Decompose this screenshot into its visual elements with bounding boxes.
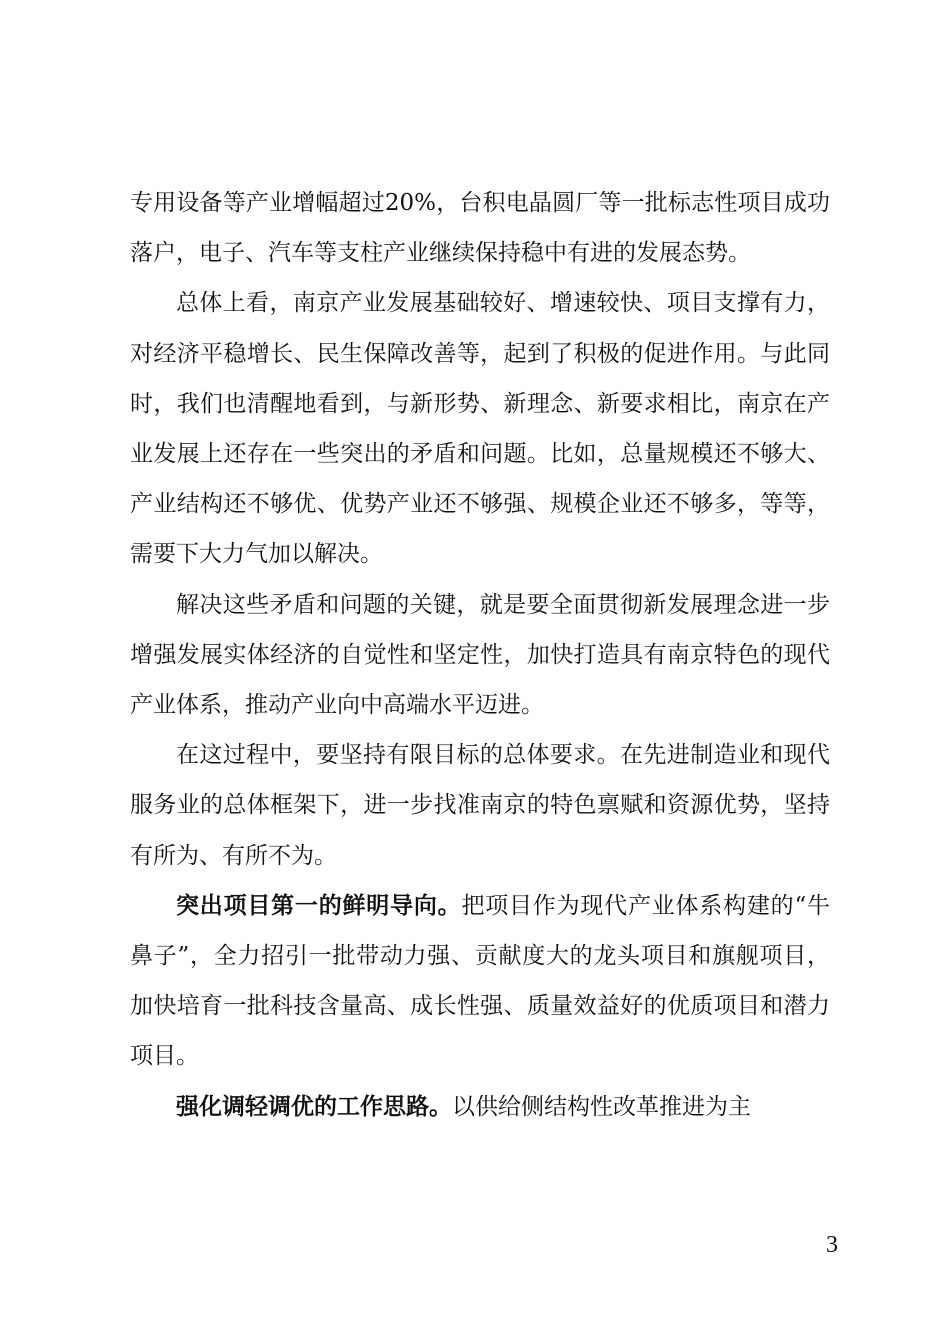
paragraph-3 <box>130 580 830 731</box>
paragraph-6 <box>130 1082 830 1132</box>
paragraph-1-text: 专用设备等产业增幅超过20%，台积电晶圆厂等一批标志性项目成功落户，电子、汽车等支柱产业继续保持稳中有进的发展态势。 <box>130 190 830 267</box>
page-number: 3 <box>826 1232 838 1258</box>
paragraph-5-text: 把项目作为现代产业体系构建的“牛鼻子”，全力招引一批带动力强、贡献度大的龙头项目和旗舰项目，加快培育一批科技含量高、成长性强、质量效益好的优质项目和潜力项目。 <box>130 892 830 1070</box>
paragraph-5 <box>130 881 830 1082</box>
paragraph-2-text: 总体上看，南京产业发展基础较好、增速较快、项目支撑有力，对经济平稳增长、民生保障改善等，起到了积极的促进作用。与此同时，我们也清醒地看到，与新形势、新理念、新要求相比，南京在产业发展上还存在一些突出的矛盾和问题。比如，总量规模还不够大、产业结构还不够优、优势产业还不够强、规模企业还不够多，等等，需要下大力气加以解决。 <box>130 290 830 568</box>
paragraph-1 <box>130 178 830 278</box>
body-text <box>130 178 830 1132</box>
paragraph-6-lead: 强化调轻调优的工作思路。 <box>176 1093 452 1120</box>
paragraph-2 <box>130 278 830 579</box>
paragraph-5-lead: 突出项目第一的鲜明导向。 <box>176 892 462 919</box>
paragraph-6-text: 以供给侧结构性改革推进为主 <box>452 1093 751 1120</box>
paragraph-3-text: 解决这些矛盾和问题的关键，就是要全面贯彻新发展理念进一步增强发展实体经济的自觉性和坚定性，加快打造具有南京特色的现代产业体系，推动产业向中高端水平迈进。 <box>130 591 830 719</box>
paragraph-4-text: 在这过程中，要坚持有限目标的总体要求。在先进制造业和现代服务业的总体框架下，进一步找准南京的特色禀赋和资源优势，坚持有所为、有所不为。 <box>130 742 830 869</box>
paragraph-4 <box>130 730 830 881</box>
